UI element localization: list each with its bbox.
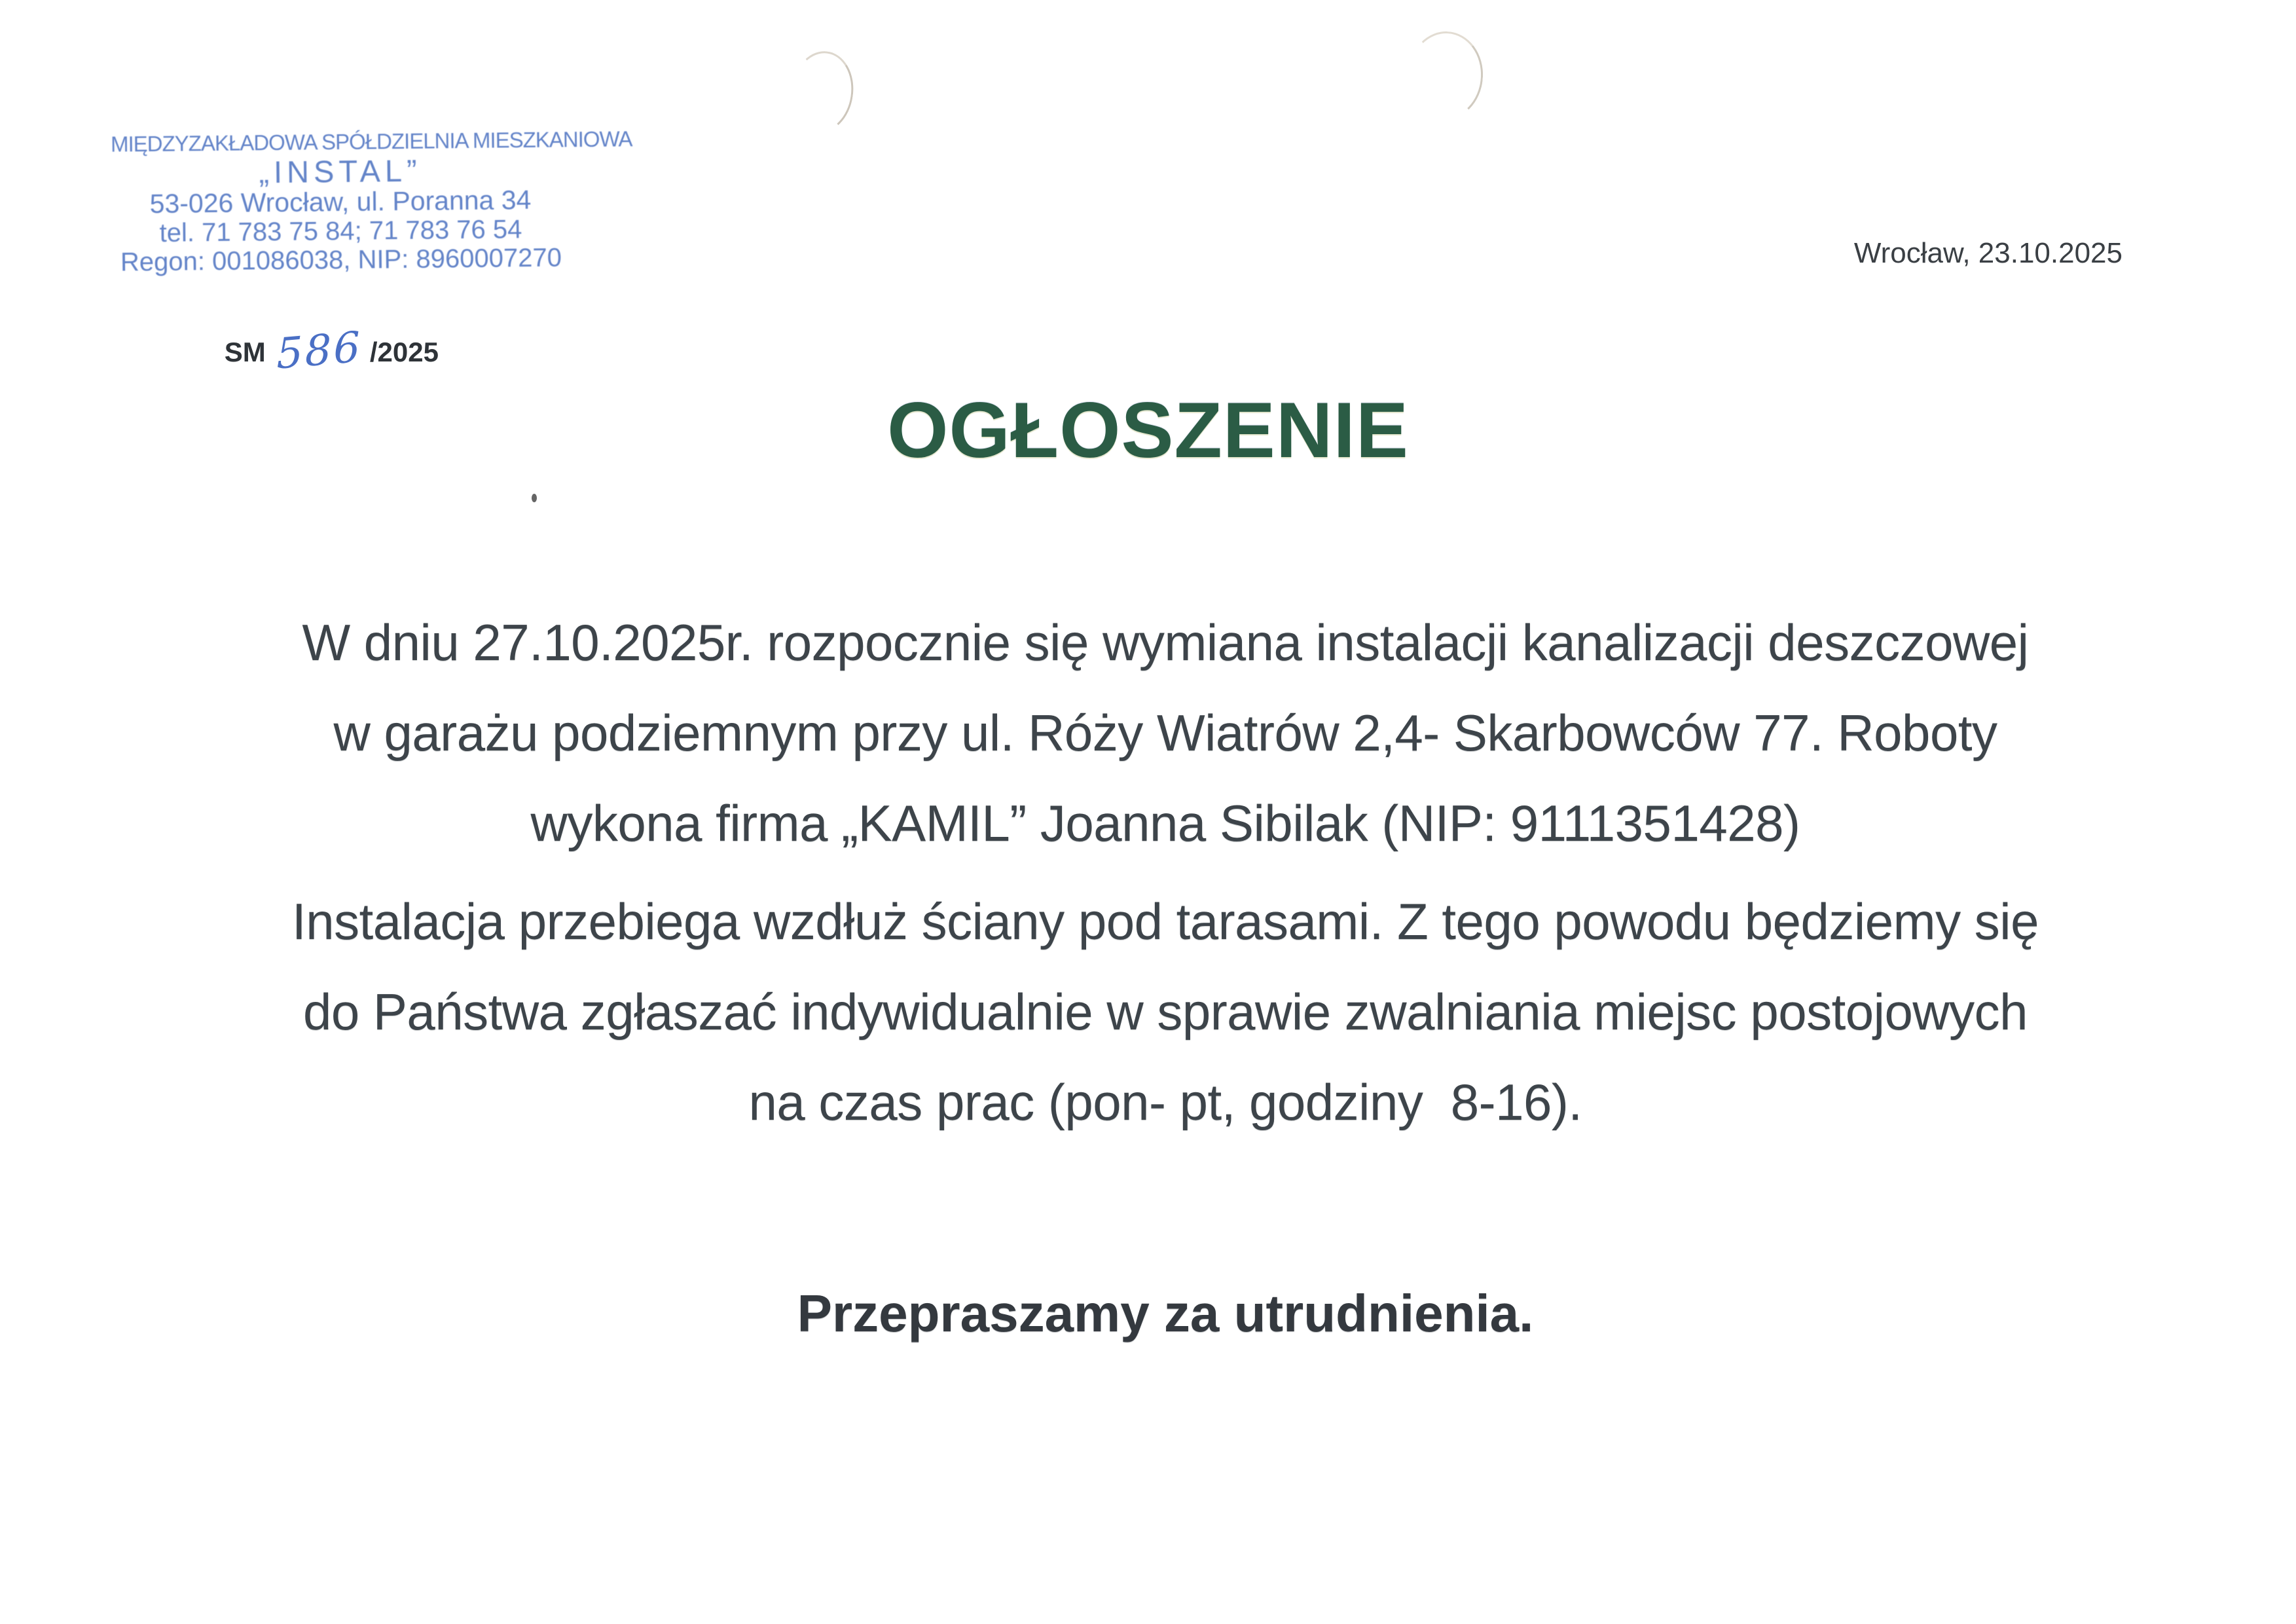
- paragraph-line: w garażu podziemnym przy ul. Róży Wiatrów 2,4- Skarbowców 77. Roboty: [333, 704, 1997, 762]
- reference-number: [194, 292, 439, 403]
- page-title: OGŁOSZENIE: [887, 386, 1409, 474]
- dateline: Wrocław, 23.10.2025: [1853, 237, 2123, 269]
- body-paragraph-2: [183, 876, 2147, 1147]
- scan-artifact-arc: [786, 47, 858, 137]
- scan-artifact-speck: [532, 494, 537, 502]
- paragraph-line: Instalacja przebiega wzdłuż ściany pod tarasami. Z tego powodu będziemy się: [292, 893, 2039, 950]
- stamp-address: 53-026 Wrocław, ul. Poranna 34: [149, 184, 532, 219]
- scan-artifact-arc: [1404, 29, 1485, 122]
- reference-suffix: /2025: [369, 337, 439, 367]
- body-paragraph-1: [183, 597, 2147, 868]
- reference-prefix: SM: [224, 337, 266, 367]
- closing-line: Przepraszamy za utrudnienia.: [797, 1284, 1534, 1342]
- paragraph-line: na czas prac (pon- pt, godziny 8-16).: [748, 1073, 1582, 1131]
- stamp-phone: tel. 71 783 75 84; 71 783 76 54: [159, 215, 522, 248]
- paragraph-line: W dniu 27.10.2025r. rozpocznie się wymiana instalacji kanalizacji deszczowej: [302, 614, 2029, 671]
- paragraph-line: wykona firma „KAMIL” Joanna Sibilak (NIP: 9111351428): [530, 794, 1800, 852]
- paragraph-line: do Państwa zgłaszać indywidualnie w sprawie zwalniania miejsc postojowych: [302, 983, 2028, 1041]
- stamp-company-name: MIĘDZYZAKŁADOWA SPÓŁDZIELNIA MIESZKANIOWA: [110, 126, 632, 157]
- reference-number-handwritten: 586: [276, 323, 363, 379]
- stamp-brand-name: „INSTAL”: [259, 153, 422, 190]
- company-stamp: [110, 126, 632, 277]
- stamp-regon-nip: Regon: 001086038, NIP: 8960007270: [120, 243, 562, 277]
